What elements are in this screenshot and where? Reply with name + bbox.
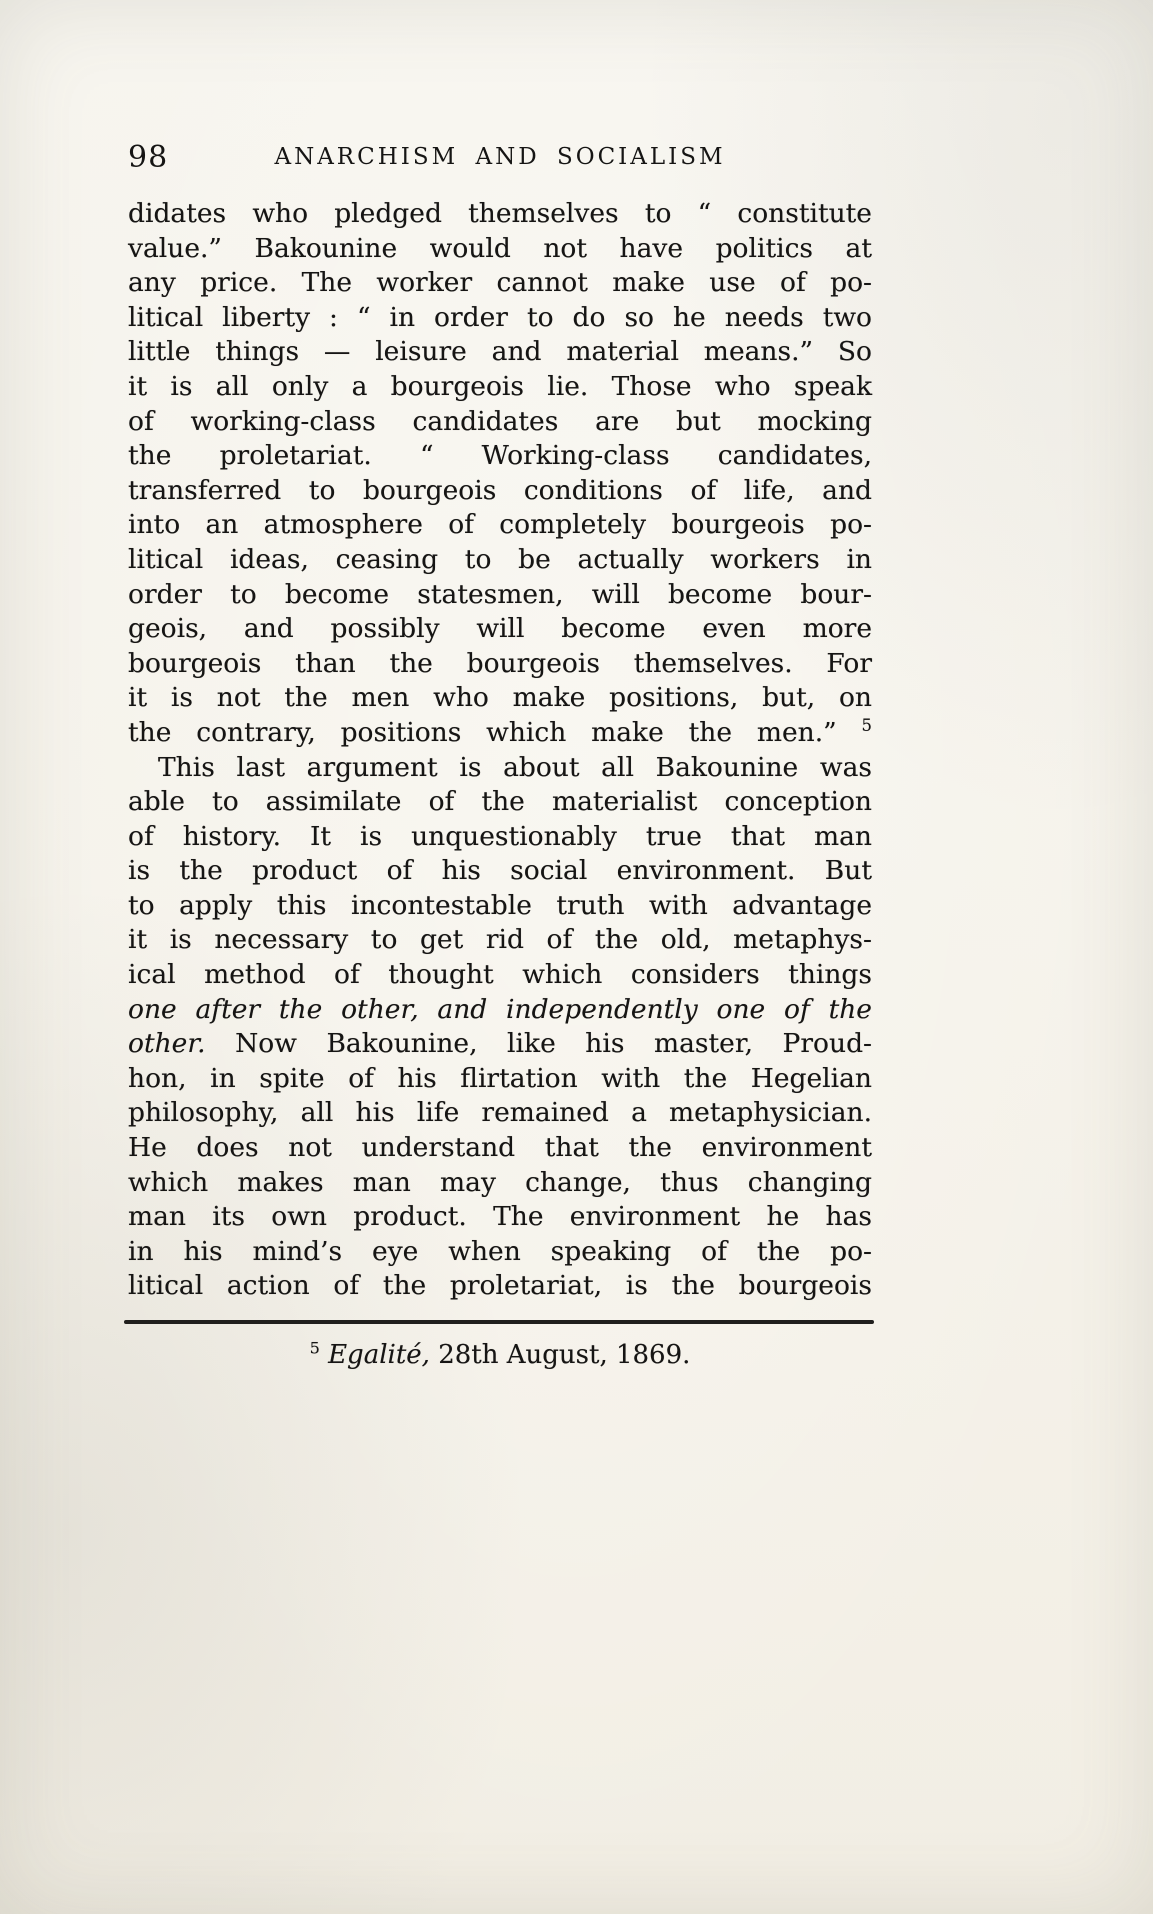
text-segment: 5 [861, 716, 872, 736]
text-line [128, 647, 872, 682]
text-line [128, 1027, 872, 1062]
text-segment: the contrary, positions which make the men.” [128, 716, 862, 748]
text-segment: order to become statesmen, will become bour- [128, 578, 872, 610]
text-line [128, 474, 872, 509]
text-line [128, 923, 872, 958]
text-segment: ical method of thought which considers things [128, 959, 872, 991]
page-number: 98 [128, 140, 169, 175]
text-segment: to apply this incontestable truth with advantage [128, 889, 872, 921]
text-segment: of working-class candidates are but mocking [128, 405, 872, 437]
text-segment: other. [128, 1028, 206, 1060]
text-segment: 5 [309, 1338, 320, 1358]
text-segment: geois, and possibly will become even more [128, 613, 872, 645]
text-line [128, 993, 872, 1028]
text-line [128, 681, 872, 716]
text-line [128, 820, 872, 855]
text-segment: little things — leisure and material means.” So [128, 336, 872, 368]
text-line [128, 854, 872, 889]
text-segment: is the product of his social environment. But [128, 855, 872, 887]
text-segment: into an atmosphere of completely bourgeois po- [128, 509, 872, 541]
text-segment: able to assimilate of the materialist conception [128, 786, 872, 818]
text-segment: it is all only a bourgeois lie. Those who speak [128, 370, 872, 402]
text-line [128, 1235, 872, 1270]
text-line [128, 612, 872, 647]
text-segment: litical ideas, ceasing to be actually workers in [128, 543, 872, 575]
text-segment: in his mind’s eye when speaking of the po- [128, 1235, 872, 1267]
text-segment: which makes man may change, thus changing [128, 1166, 872, 1198]
text-segment: man its own product. The environment he has [128, 1201, 872, 1233]
text-segment: any price. The worker cannot make use of po- [128, 267, 872, 299]
text-line [128, 335, 872, 370]
text-line [128, 370, 872, 405]
text-line [128, 439, 872, 474]
text-line [128, 889, 872, 924]
footnote [128, 1340, 872, 1370]
text-segment: litical action of the proletariat, is the bourgeois [128, 1270, 872, 1302]
text-segment: value.” Bakounine would not have politics at [128, 232, 872, 264]
text-line [128, 1200, 872, 1235]
text-line [128, 232, 872, 267]
text-segment: of history. It is unquestionably true that man [128, 820, 872, 852]
text-line [128, 543, 872, 578]
text-segment: didates who pledged themselves to “ constitute [128, 198, 872, 229]
text-line [128, 785, 872, 820]
text-line [128, 405, 872, 440]
footnote-rule [124, 1320, 874, 1324]
text-line [128, 716, 872, 751]
text-segment: hon, in spite of his flirtation with the Hegelian [128, 1062, 872, 1094]
text-line [128, 1269, 872, 1304]
text-segment: transferred to bourgeois conditions of life, and [128, 474, 872, 506]
text-line [128, 751, 872, 786]
text-line [128, 1096, 872, 1131]
text-segment: it is necessary to get rid of the old, metaphys- [128, 924, 872, 956]
text-segment: litical liberty : “ in order to do so he needs two [128, 301, 872, 333]
text-segment: Egalité, [319, 1340, 430, 1370]
body-text [128, 197, 872, 1304]
text-line [128, 266, 872, 301]
text-line [128, 1062, 872, 1097]
text-segment: bourgeois than the bourgeois themselves. For [128, 647, 872, 679]
text-segment: it is not the men who make positions, but, on [128, 682, 872, 714]
text-segment: 28th August, 1869. [429, 1340, 691, 1370]
text-segment: This last argument is about all Bakounine was [158, 751, 872, 783]
page-header [128, 138, 872, 178]
text-line [128, 958, 872, 993]
text-segment: Now Bakounine, like his master, Proud- [205, 1028, 872, 1060]
text-line [128, 1166, 872, 1201]
text-line [128, 301, 872, 336]
text-segment: the proletariat. “ Working-class candidates, [128, 440, 872, 472]
text-segment: He does not understand that the environment [128, 1132, 872, 1164]
text-line [128, 1131, 872, 1166]
text-segment: philosophy, all his life remained a metaphysician. [128, 1097, 872, 1129]
running-head: ANARCHISM AND SOCIALISM [274, 144, 726, 170]
text-line [128, 578, 872, 613]
text-segment: one after the other, and independently one of the [128, 993, 872, 1025]
text-line [128, 197, 872, 232]
text-line [128, 508, 872, 543]
